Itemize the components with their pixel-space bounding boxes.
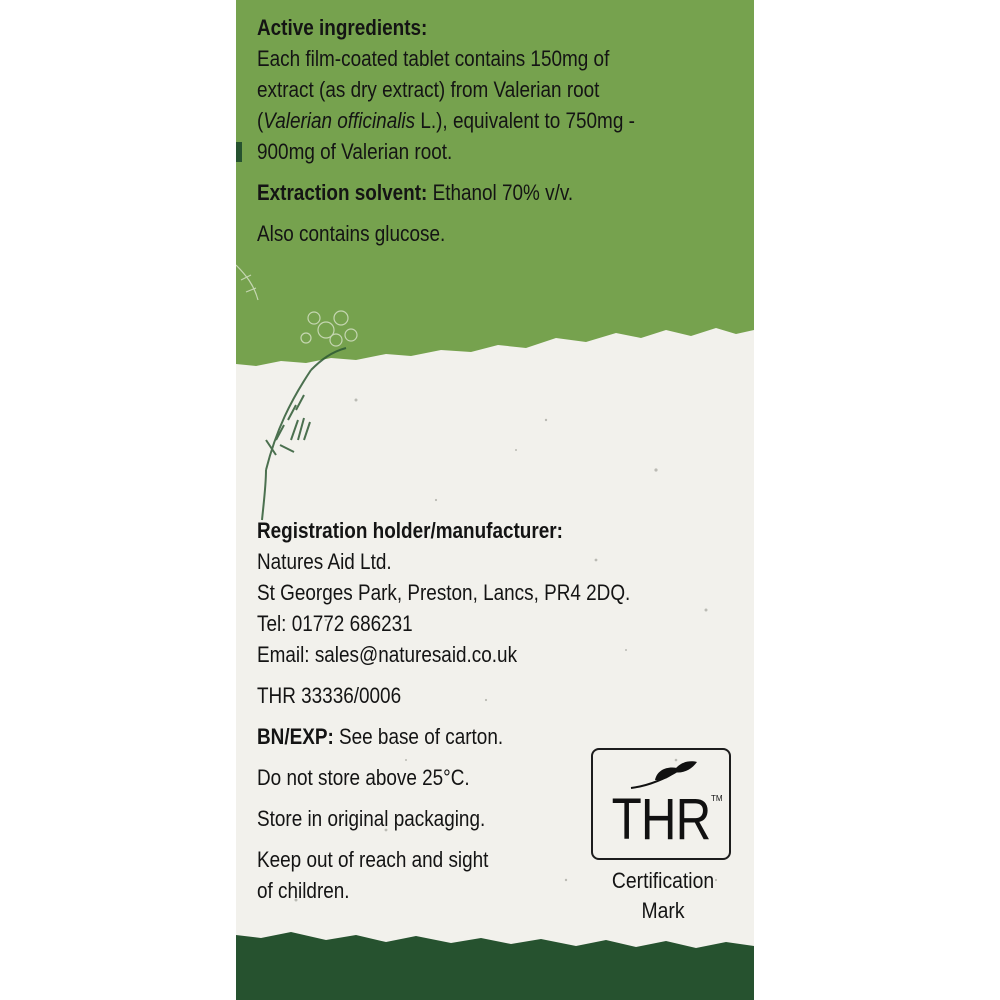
ingredients-line-3 [257,105,635,136]
dark-green-band [236,932,754,1000]
mark-label: Mark [641,898,685,923]
keep-out-line-2: of children. [257,878,350,903]
plant-illustration [262,348,346,520]
storage-packaging: Store in original packaging. [257,806,486,831]
ingredients-line-1: Each film-coated tablet contains 150mg of [257,46,610,71]
solvent-line [257,177,635,208]
registration-heading: Registration holder/manufacturer: [257,518,563,543]
company-email: Email: sales@naturesaid.co.uk [257,642,518,667]
latin-name: Valerian officinalis [263,108,416,133]
storage-temp: Do not store above 25°C. [257,765,470,790]
registration-block [257,515,630,906]
green-mark [236,142,242,162]
ingredients-line-2: extract (as dry extract) from Valerian root [257,77,600,102]
solvent-value: Ethanol 70% v/v. [427,180,574,205]
solvent-label: Extraction solvent: [257,180,428,205]
equivalent-text: L.), equivalent to 750mg - [415,108,635,133]
thr-number: THR 33336/0006 [257,683,402,708]
certification-mark-caption [599,866,727,926]
company-name: Natures Aid Ltd. [257,549,392,574]
also-contains: Also contains glucose. [257,221,446,246]
ingredients-heading: Active ingredients: [257,15,428,40]
keep-out-line-1: Keep out of reach and sight [257,847,489,872]
certification-label: Certification [611,868,715,893]
bn-exp-line [257,721,630,752]
trademark-symbol: TM [711,794,723,803]
paren-open: ( [257,108,264,133]
ingredients-line-4: 900mg of Valerian root. [257,139,453,164]
company-address: St Georges Park, Preston, Lancs, PR4 2DQ. [257,580,631,605]
thr-certification-logo [591,748,731,860]
bn-label: BN/EXP: [257,724,334,749]
ingredients-block [257,12,635,249]
bn-value: See base of carton. [333,724,504,749]
thr-logo-text: THR [611,787,711,852]
company-tel: Tel: 01772 686231 [257,611,413,636]
